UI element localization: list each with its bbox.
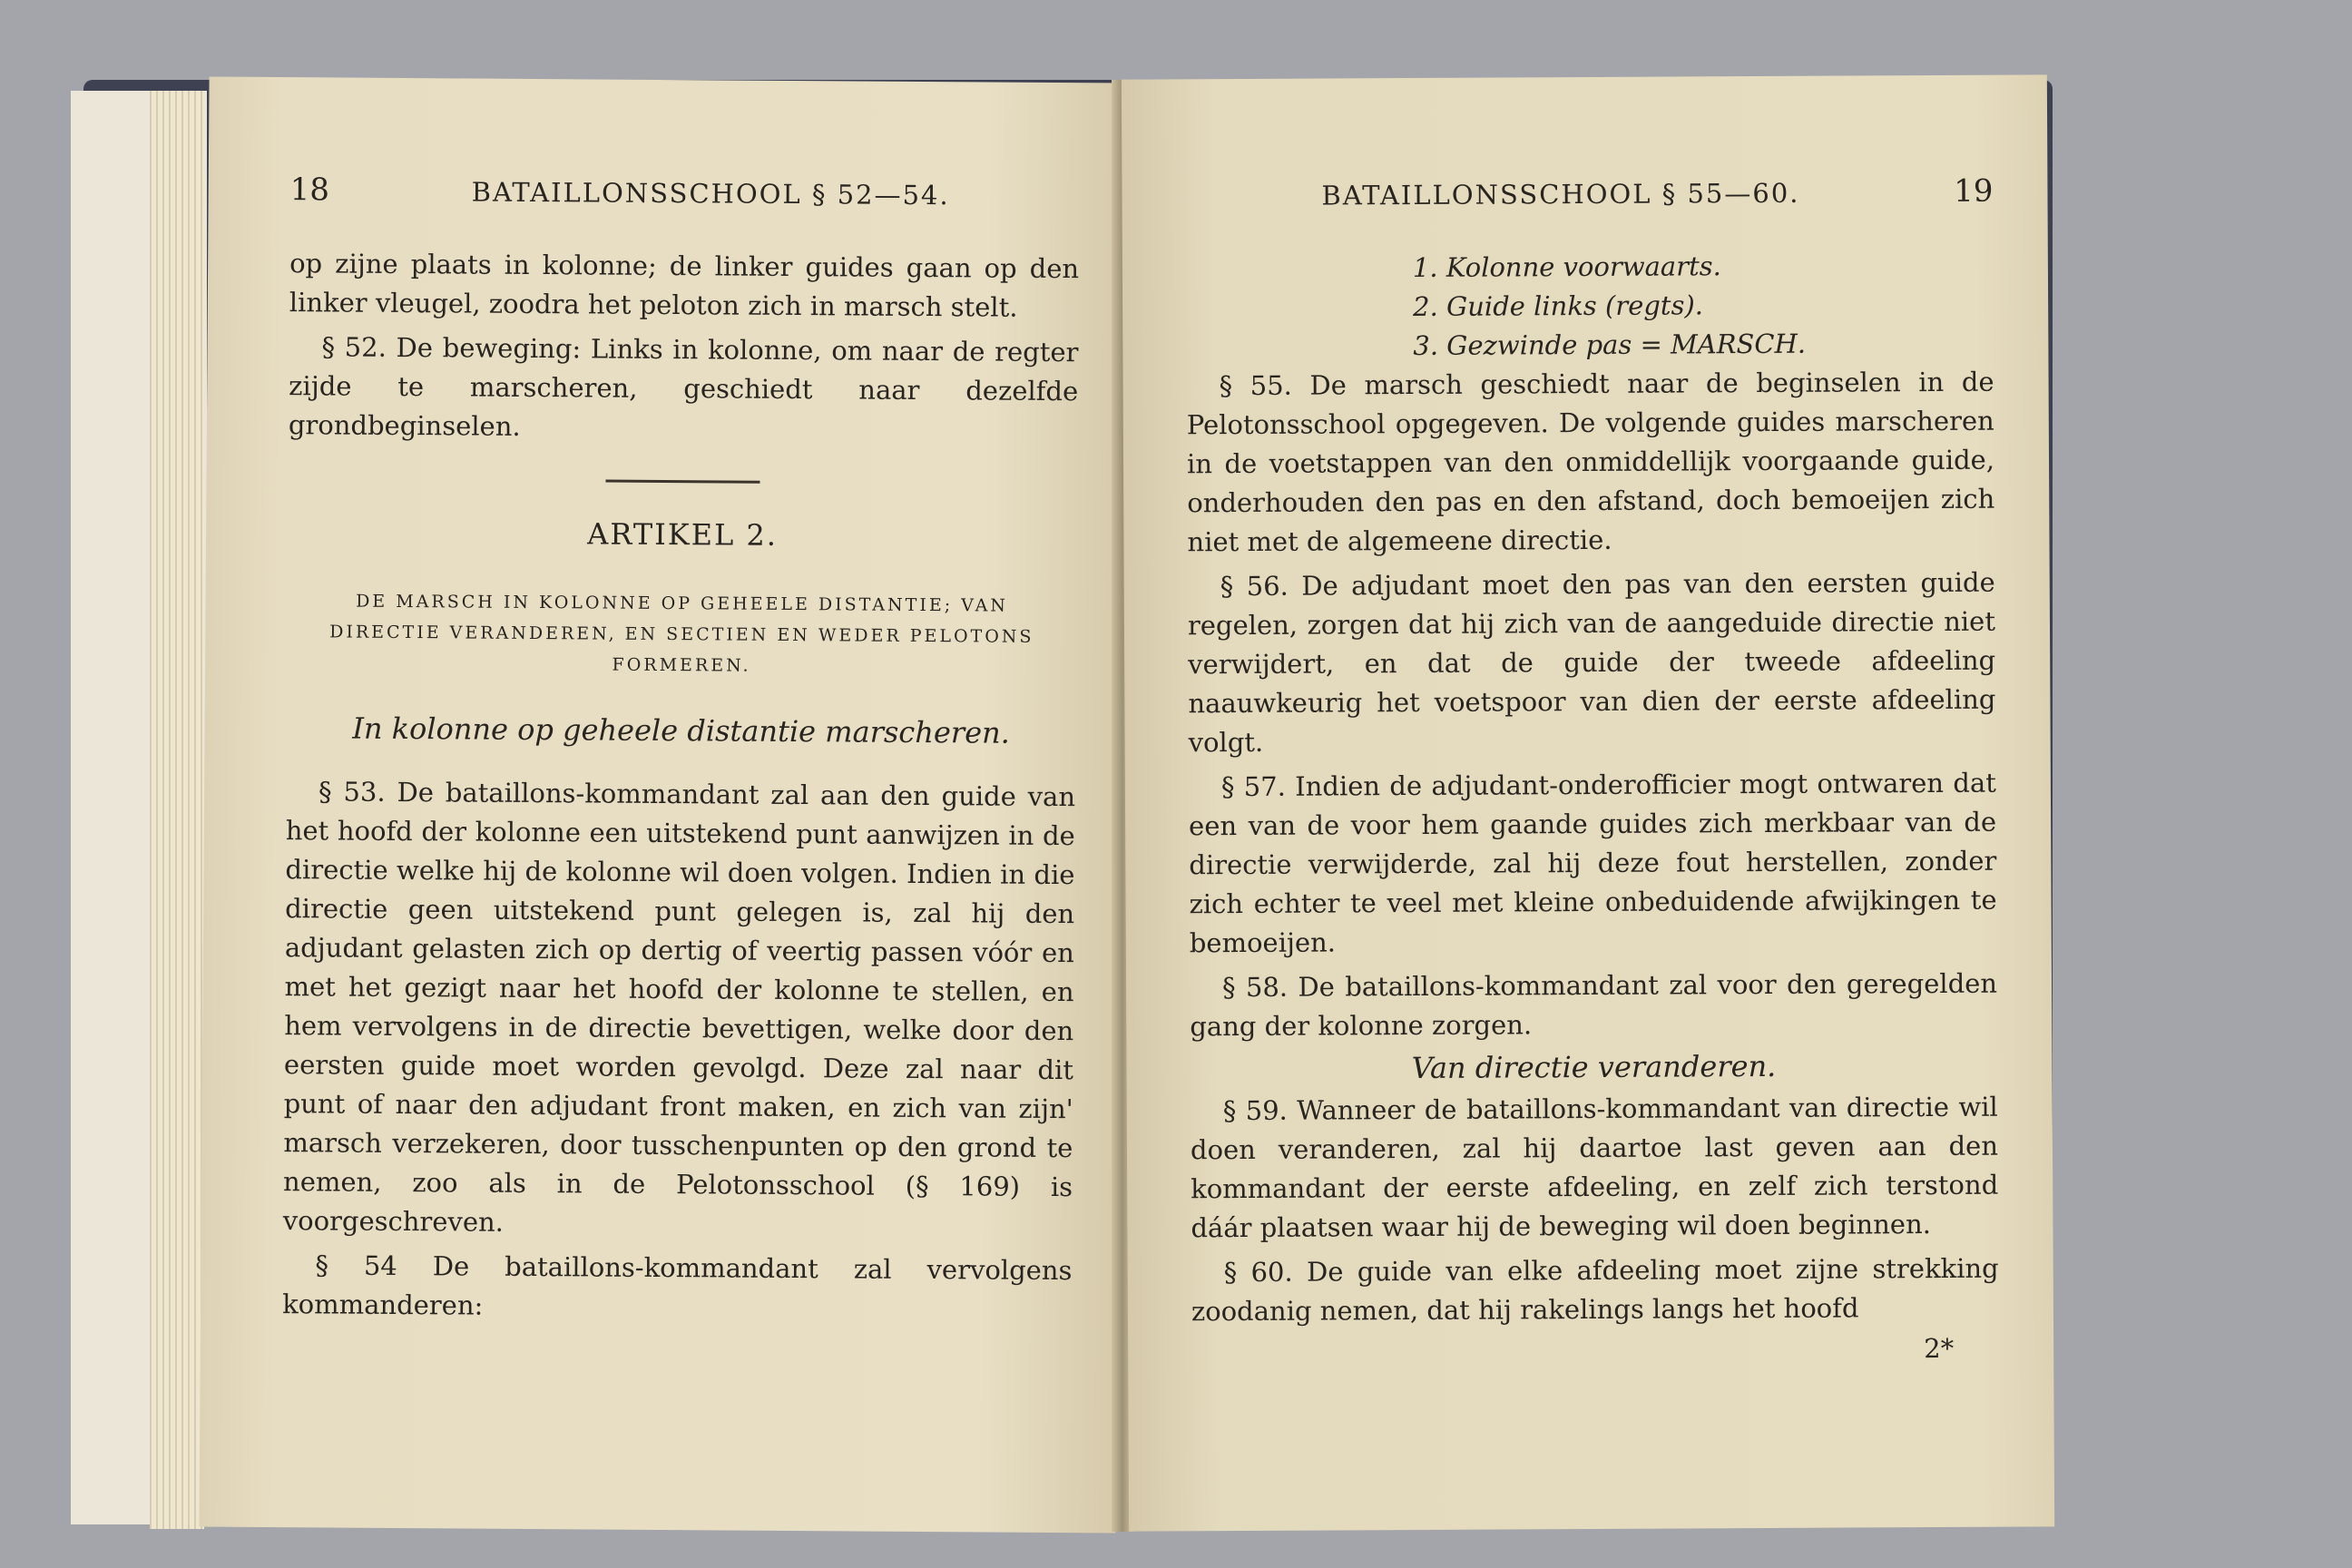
right-page-number: 19 bbox=[1954, 172, 1994, 210]
right-body-3: § 57. Indien de adjudant-onderofficier mogt ontwaren dat een van de voor hem gaande guides zich merkbaar van de directie verwijderde, zal hij deze fout herstellen, zonder zich echter te veel met kleine onbeduidende afwijkingen te bemoeijen. bbox=[1189, 767, 1997, 959]
left-body-1: § 53. De bataillons-kommandant zal aan den guide van het hoofd der kolonne een uitstekend punt aanwijzen in de directie welke hij de kolonne wil doen volgen. Indien in die directie geen uitstekend punt gelegen is, zal hij den adjudant gelasten zich op dertig of veertig passen vóór en met het gezigt naar het hoofd der kolonne te stellen, en hem vervolgens in de directie bevettigen, welke door den eersten guide moet worden gevolgd. Deze zal naar dit punt of naar den adjudant front maken, en zich van zijn' marsch verzekeren, door tusschenpunten op den grond te nemen, zoo als in de Pelotonsschool (§ 169) is voorgeschreven. bbox=[282, 776, 1076, 1238]
right-body-6: § 60. De guide van elke afdeeling moet zijne strekking zoodanig nemen, dat hij rakelings langs het hoofd bbox=[1191, 1252, 1999, 1328]
right-running-title: BATAILLONSSCHOOL § 55—60. bbox=[1321, 177, 1800, 211]
right-body-1: § 55. De marsch geschiedt naar de beginselen in de Pelotonsschool opgegeven. De volgende guides marscheren in de voetstappen van den onmiddellijk voorgaande guide, onderhouden den pas en den afstand, doch bemoeijen zich niet met de algemeene directie. bbox=[1186, 366, 1995, 558]
right-body-2: § 56. De adjudant moet den pas van den eersten guide regelen, zorgen dat hij zich van de aangeduide directie niet verwijdert, en dat de guide der tweede afdeeling naauwkeurig het voetspoor van dien der eerste afdeeling volgt. bbox=[1187, 566, 1996, 759]
section-divider bbox=[605, 480, 760, 484]
left-paragraph-1: op zijne plaats in kolonne; de linker guides gaan op den linker vleugel, zoodra het peloton zich in marsch stelt. bbox=[289, 248, 1080, 323]
left-body-2: § 54 De bataillons-kommandant zal vervolgens kommanderen: bbox=[282, 1250, 1073, 1321]
signature-mark: 2* bbox=[1924, 1332, 1955, 1365]
command-item: 1. Kolonne voorwaarts. bbox=[1412, 250, 1721, 284]
right-body-4: § 58. De bataillons-kommandant zal voor den geregelden gang der kolonne zorgen. bbox=[1190, 967, 1998, 1043]
command-list bbox=[1413, 246, 1994, 366]
left-page-number: 18 bbox=[289, 172, 330, 209]
right-body-5: § 59. Wanneer de bataillons-kommandant van directie wil doen veranderen, zal hij daartoe last geven aan den kommandant der eerste afdeeling, en zelf zich terstond dáár plaatsen waar hij de beweging wil doen beginnen. bbox=[1190, 1091, 1999, 1244]
command-item: 2. Guide links (regts). bbox=[1413, 289, 1704, 323]
right-running-head bbox=[1185, 173, 1993, 250]
left-subheading: In kolonne op geheele distantie marscheren. bbox=[352, 710, 1010, 750]
page-edge-stack bbox=[150, 91, 204, 1529]
left-page bbox=[199, 76, 1125, 1533]
command-item: 3. Gezwinde pas = MARSCH. bbox=[1413, 328, 1807, 362]
left-paragraph-2: § 52. De beweging: Links in kolonne, om naar de regter zijde te marscheren, geschiedt naar dezelfde grondbeginselen. bbox=[288, 331, 1079, 442]
right-subheading: Van directie veranderen. bbox=[1411, 1048, 1777, 1086]
left-running-title: BATAILLONSSCHOOL § 52—54. bbox=[471, 176, 950, 211]
left-running-head bbox=[289, 172, 1080, 250]
right-page bbox=[1122, 74, 2054, 1531]
article-title: ARTIKEL 2. bbox=[587, 516, 779, 553]
article-summary: DE MARSCH IN KOLONNE OP GEHEELE DISTANTIE; VAN DIRECTIE VERANDEREN, EN SECTIEN EN WEDER PELOTONS FORMEREN. bbox=[329, 591, 1034, 676]
